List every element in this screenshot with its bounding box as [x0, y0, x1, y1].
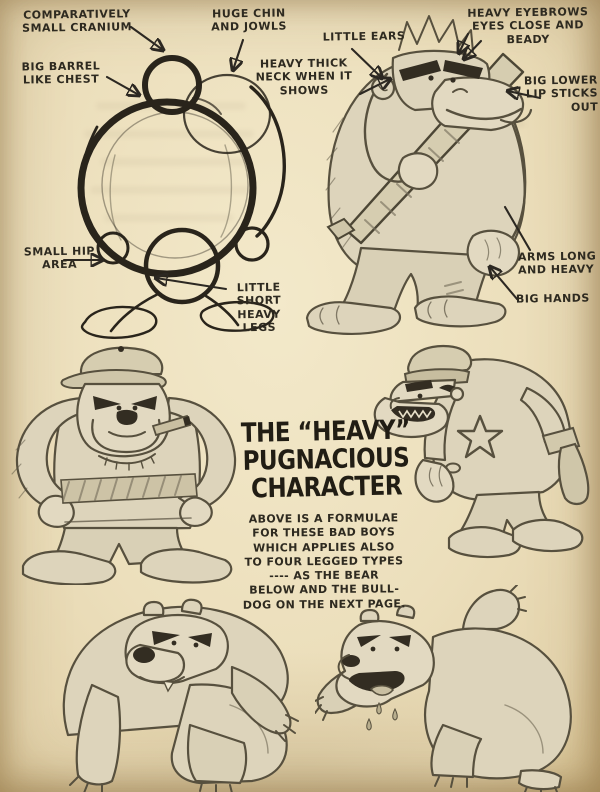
intro-paragraph: ABOVE IS A FORMULAE FOR THESE BAD BOYS WHICH APPLIES ALSO TO FOUR LEGGED TYPES ---- AS THE BEAR BELOW AND THE BULL- DOG ON THE NEXT PAGE. — [242, 511, 406, 612]
annotation-big-lower-lip: BIG LOWER LIP STICKS OUT — [523, 73, 599, 114]
annotation-big-hands: BIG HANDS — [515, 291, 590, 306]
annotation-little-ears: LITTLE EARS — [322, 29, 406, 44]
annotation-big-barrel-chest: BIG BARREL LIKE CHEST — [21, 59, 101, 87]
mean-bear-drawing — [40, 585, 330, 792]
annotation-little-short-heavy-legs: LITTLE SHORT HEAVY LEGS — [236, 280, 282, 335]
annotation-heavy-thick-neck: HEAVY THICK NECK WHEN IT SHOWS — [255, 56, 353, 98]
drooling-bear-drawing — [315, 585, 600, 792]
annotation-arms-long-and-heavy: ARMS LONG AND HEAVY — [517, 249, 597, 277]
annotation-huge-chin: HUGE CHIN AND JOWLS — [211, 6, 288, 34]
annotation-heavy-eyebrows: HEAVY EYEBROWS EYES CLOSE AND BEADY — [467, 5, 589, 47]
annotation-small-hip-area: SMALL HIP AREA — [23, 244, 96, 272]
bulldog-tough-guy-drawing — [5, 340, 250, 585]
page-title: THE “HEAVY” PUGNACIOUS CHARACTER — [240, 415, 411, 505]
annotation-small-cranium: COMPARATIVELY SMALL CRANIUM — [22, 7, 133, 36]
